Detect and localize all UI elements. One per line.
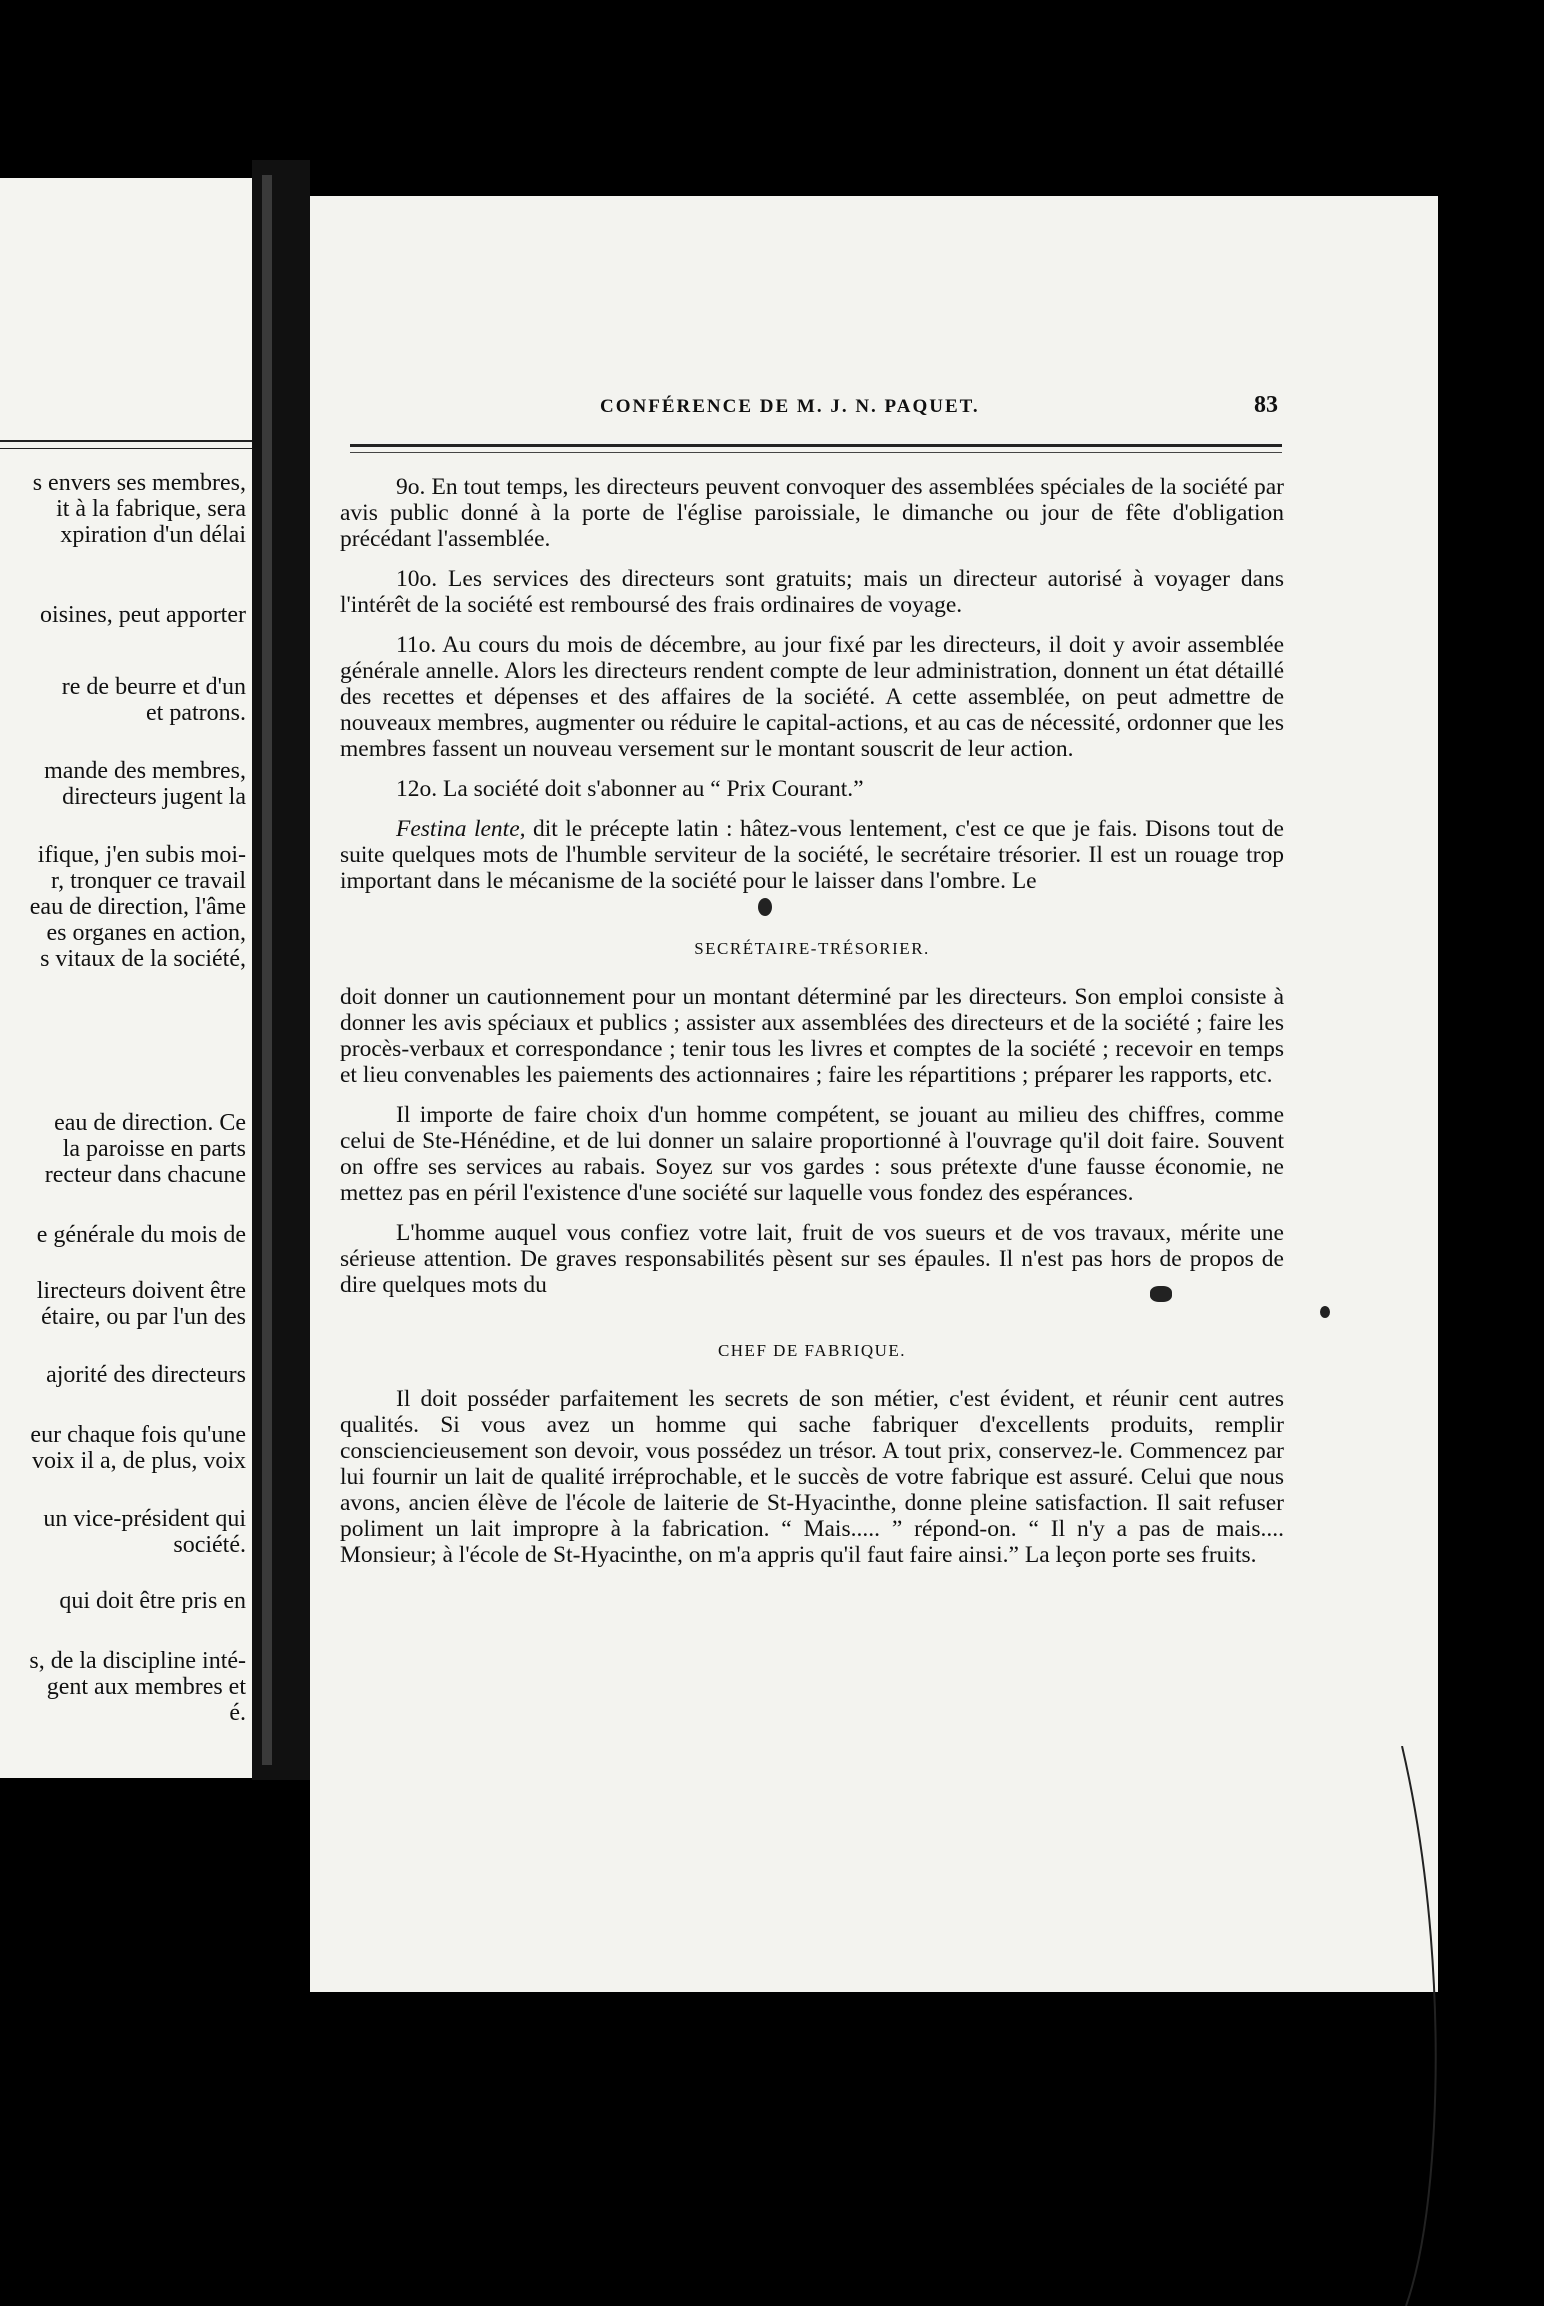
paragraph-festina — [340, 816, 1284, 894]
left-text-line: directeurs jugent la — [62, 784, 246, 810]
left-text-line: r, tronquer ce travail — [51, 868, 246, 894]
festina-lente-italic: Festina lente, — [396, 816, 526, 842]
left-page-rule — [0, 440, 252, 442]
paragraph-9: 9o. En tout temps, les directeurs peuvent convoquer des assemblées spéciales de la société par avis public donné à la porte de l'église paroissiale, le dimanche ou jour de fête d'obligation précédant l'assemblée. — [340, 474, 1284, 552]
left-text-line: voix il a, de plus, voix — [32, 1448, 246, 1474]
left-text-line: lirecteurs doivent être — [36, 1278, 246, 1304]
pen-mark — [1400, 1746, 1460, 2306]
left-text-line: it à la fabrique, sera — [56, 496, 246, 522]
left-text-line: es organes en action, — [46, 920, 246, 946]
left-page-rule — [0, 448, 252, 449]
heading-chef-de-fabrique: CHEF DE FABRIQUE. — [717, 1341, 907, 1360]
left-text-line: étaire, ou par l'un des — [41, 1304, 246, 1330]
left-text-line: s envers ses membres, — [32, 470, 246, 496]
paragraph-11: 11o. Au cours du mois de décembre, au jour fixé par les directeurs, il doit y avoir assemblée générale annelle. Alors les directeurs rendent compte de leur administration, donnent un état détaillé des recettes et dépenses et des affaires de la société. A cette assemblée, on peut admettre de nouveaux membres, augmenter ou réduire le capital-actions, et au cas de nécessité, ordonner que les membres fassent un nouveau versement sur le montant souscrit de leur action. — [340, 632, 1284, 762]
book-gutter-edge — [262, 175, 272, 1765]
paragraph-secretaire-2: Il importe de faire choix d'un homme compétent, se jouant au milieu des chiffres, comme celui de Ste-Hénédine, et de lui donner un salaire proportionné à l'ouvrage qu'il doit faire. Souvent on offre ses services au rabais. Soyez sur vos gardes : sous prétexte d'une fausse économie, ne mettez pas en péril l'existence d'une société sur laquelle vous fondez des espérances. — [340, 1102, 1284, 1206]
left-text-line: société. — [173, 1532, 246, 1558]
left-text-line: eau de direction, l'âme — [29, 894, 246, 920]
paragraph-secretaire-3: L'homme auquel vous confiez votre lait, fruit de vos sueurs et de vos travaux, mérite une sérieuse attention. De graves responsabilités pèsent sur ses épaules. Il n'est pas hors de propos de dire quelques mots du — [340, 1220, 1284, 1298]
left-text-line: gent aux membres et — [46, 1674, 246, 1700]
festina-text: dit le précepte latin : hâtez-vous lentement, c'est ce que je fais. Disons tout de suite quelques mots de l'humble serviteur de la société, le secrétaire trésorier. Il est un rouage trop important dans le mécanisme de la société pour le laisser dans l'ombre. Le — [340, 816, 1284, 894]
left-text-line: xpiration d'un délai — [60, 522, 246, 548]
paragraph-secretaire-1: doit donner un cautionnement pour un montant déterminé par les directeurs. Son emploi consiste à donner les avis spéciaux et publics ; assister aux assemblées des directeurs et de la société ; faire les procès-verbaux et correspondance ; tenir tous les livres et comptes de la société ; recevoir en temps et lieu convenables les paiements des actionnaires ; faire les répartitions ; préparer les rapports, etc. — [340, 984, 1284, 1088]
left-text-line: un vice-président qui — [43, 1506, 246, 1532]
paragraph-10: 10o. Les services des directeurs sont gratuits; mais un directeur autorisé à voyager dans l'intérêt de la société est remboursé des frais ordinaires de voyage. — [340, 566, 1284, 618]
running-head: CONFÉRENCE DE M. J. N. PAQUET. — [600, 396, 980, 417]
left-text-line: re de beurre et d'un — [61, 674, 246, 700]
left-text-line: s vitaux de la société, — [40, 946, 246, 972]
left-text-line: recteur dans chacune — [44, 1162, 246, 1188]
left-text-line: é. — [229, 1700, 246, 1726]
ink-blot — [1320, 1306, 1330, 1318]
heading-secretaire-tresorier: SECRÉTAIRE-TRÉSORIER. — [694, 939, 930, 958]
page-body — [340, 474, 1284, 1582]
ink-blot — [1150, 1286, 1172, 1302]
header-rule — [350, 444, 1282, 447]
ink-blot — [758, 898, 772, 916]
left-text-line: et patrons. — [146, 700, 246, 726]
page-number: 83 — [1254, 392, 1278, 418]
left-text-line: qui doit être pris en — [59, 1588, 246, 1614]
left-text-line: la paroisse en parts — [62, 1136, 246, 1162]
book-gutter — [252, 160, 310, 1780]
left-text-line: e générale du mois de — [36, 1222, 246, 1248]
right-page — [310, 196, 1438, 1992]
left-page-fragment — [0, 178, 252, 1778]
header-rule-thin — [350, 452, 1282, 453]
left-text-line: eau de direction. Ce — [54, 1110, 246, 1136]
left-text-line: ajorité des directeurs — [46, 1362, 246, 1388]
left-text-line: s, de la discipline inté- — [29, 1648, 246, 1674]
left-text-line: ifique, j'en subis moi- — [37, 842, 246, 868]
left-text-line: mande des membres, — [44, 758, 246, 784]
paragraph-chef-1: Il doit posséder parfaitement les secrets de son métier, c'est évident, et réunir cent autres qualités. Si vous avez un homme qui sache fabriquer d'excellents produits, remplir consciencieusement son devoir, vous possédez un trésor. A tout prix, conservez-le. Commencez par lui fournir un lait de qualité irréprochable, et le succès de votre fabrique est assuré. Celui que nous avons, ancien élève de l'école de laiterie de St-Hyacinthe, donne pleine satisfaction. Il sait refuser poliment un lait impropre à la fabrication. “ Mais..... ” répond-on. “ Il n'y a pas de mais.... Monsieur; à l'école de St-Hyacinthe, on m'a appris qu'il faut faire ainsi.” La leçon porte ses fruits. — [340, 1386, 1284, 1568]
left-text-line: eur chaque fois qu'une — [30, 1422, 246, 1448]
left-text-line: oisines, peut apporter — [40, 602, 246, 628]
paragraph-12: 12o. La société doit s'abonner au “ Prix Courant.” — [396, 776, 864, 802]
